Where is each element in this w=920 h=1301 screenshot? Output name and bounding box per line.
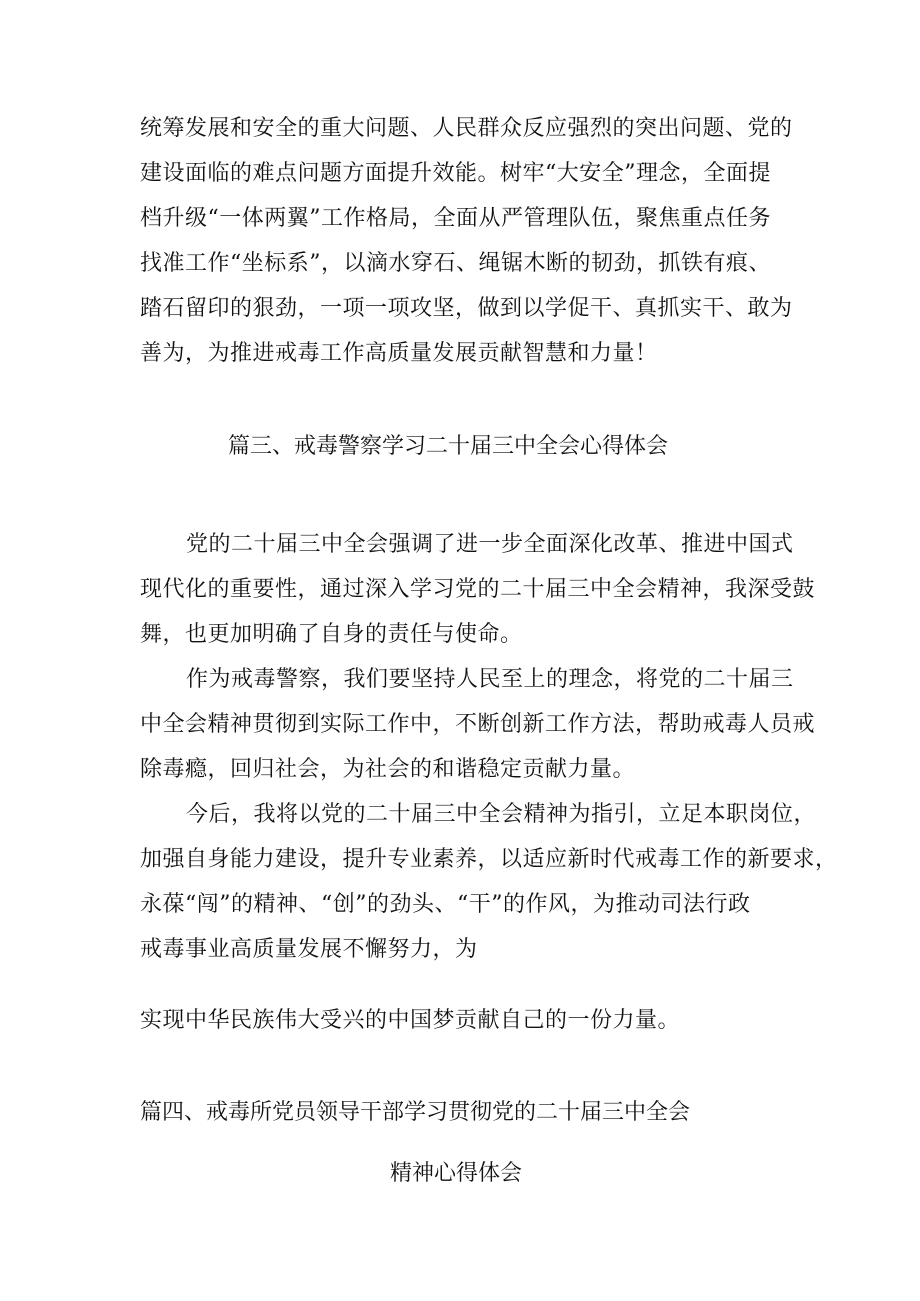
- text-line: 找准工作“坐标系”，以滴水穿石、绳锯木断的韧劲，抓铁有痕、: [140, 251, 771, 276]
- text-line: 统筹发展和安全的重大问题、人民群众反应强烈的突出问题、党的: [140, 116, 793, 141]
- text-line: 今后，我将以党的二十届三中全会精神为指引，立足本职岗位，: [186, 802, 817, 827]
- text-line: 现代化的重要性，通过深入学习党的二十届三中全会精神，我深受鼓: [140, 577, 816, 602]
- text-line: 档升级“一体两翼”工作格局，全面从严管理队伍，聚焦重点任务: [140, 206, 771, 231]
- text-line: 永葆“闯”的精神、“创”的劲头、“干”的作风，为推动司法行政: [140, 892, 751, 917]
- section3-title: 篇三、戒毒警察学习二十届三中全会心得体会: [228, 434, 669, 459]
- text-line: 中全会精神贯彻到实际工作中，不断创新工作方法，帮助戒毒人员戒: [140, 712, 816, 737]
- text-line: 踏石留印的狠劲，一项一项攻坚，做到以学促干、真抓实干、敢为: [140, 296, 793, 321]
- section4-title-line-1: 篇四、戒毒所党员领导干部学习贯彻党的二十届三中全会: [140, 1100, 691, 1125]
- section4-title-line-2: 精神心得体会: [390, 1161, 523, 1186]
- text-line: 党的二十届三中全会强调了进一步全面深化改革、推进中国式: [186, 532, 794, 557]
- text-line: 善为，为推进戒毒工作高质量发展贡献智慧和力量！: [140, 341, 658, 366]
- text-line: 加强自身能力建设，提升专业素养，以适应新时代戒毒工作的新要求，: [140, 847, 838, 872]
- text-line: 作为戒毒警察，我们要坚持人民至上的理念，将党的二十届三: [186, 667, 794, 692]
- text-line: 建设面临的难点问题方面提升效能。树牢“大安全”理念，全面提: [140, 161, 771, 186]
- text-line: 舞，也更加明确了自身的责任与使命。: [140, 622, 523, 647]
- text-line: 实现中华民族伟大受兴的中国梦贡献自己的一份力量。: [140, 1008, 681, 1033]
- text-line: 戒毒事业高质量发展不懈努力，为: [140, 937, 478, 962]
- text-line: 除毒瘾，回归社会，为社会的和谐稳定贡献力量。: [140, 757, 636, 782]
